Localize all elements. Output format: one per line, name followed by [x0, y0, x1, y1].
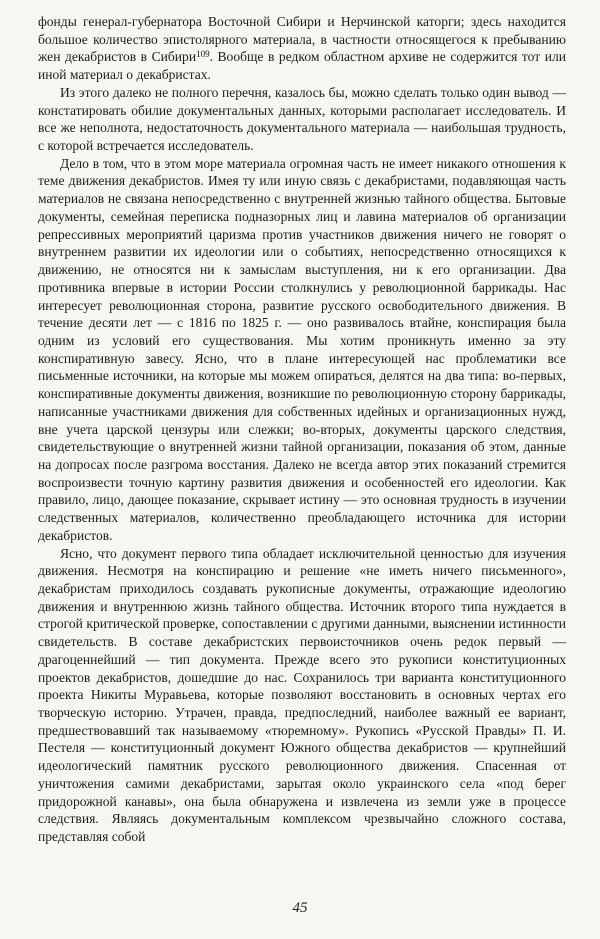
paragraph-continued	[38, 13, 566, 84]
paragraph-text-after-footnote: . Вообще в редком областном архиве не содержится тот или иной материал о декабристах.	[38, 49, 566, 83]
paragraph: Из этого далеко не полного перечня, казалось бы, можно сделать только один вывод — констатировать обилие документальных данных, которыми располагает исследователь. И все же неполнота, недостаточность документального материала — наибольшая трудность, с которой встречается исследователь.	[38, 84, 566, 154]
paragraph: Дело в том, что в этом море материала огромная часть не имеет никакого отношения к теме движения декабристов. Имея ту или иную связь с декабристами, подавляющая часть материалов не связана непосредственно с внутренней жизнью тайного общества. Бытовые документы, семейная переписка подназорных лиц и лавина материалов об организации репрессивных мероприятий царизма против участников движения ничего не говорят о внутреннем развитии их идеологии или о событиях, непосредственно относящихся к движению, не относятся ни к замыслам выступления, ни к его организации. Два противника впервые в истории России столкнулись у революционной баррикады. Нас интересует революционная сторона, развитие русского освободительного движения. В течение десяти лет — с 1816 по 1825 г. — оно развивалось втайне, конспирация была одним из условий его существования. Мы хотим проникнуть именно за эту конспиративную завесу. Ясно, что в плане интересующей нас проблематики все письменные источники, на которые мы можем опираться, делятся на два типа: во-первых, конспиративные документы движения, возникшие по революционную сторону баррикады, написанные участниками движения для собственных идейных и организационных нужд, вне учета царской цензуры или слежки; во-вторых, документы царского следствия, свидетельствующие о внутренней жизни тайной организации, показания об этом, данные на допросах после разгрома восстания. Далеко не всегда автор этих показаний стремится воспроизвести точную картину развития движения и особенностей его идеологии. Как правило, лицо, дающее показание, скрывает истину — это основная трудность в изучении следственных материалов, количественно преобладающего источника для истории декабристов.	[38, 155, 566, 543]
footnote-marker: 109	[196, 49, 210, 60]
paragraph-text-before-footnote: фонды генерал-губернатора Восточной Сибири и Нерчинской каторги; здесь находится большое количество эпистолярного материала, в частности относящегося к пребыванию жен декабристов в Сибири	[38, 14, 566, 65]
page-number: 45	[292, 900, 308, 916]
paragraph: Ясно, что документ первого типа обладает исключительной ценностью для изучения движения. Несмотря на конспирацию и решение «не иметь ничего письменного», декабристам приходилось создавать рукописные документы, отражающие идеологию движения и внутреннюю жизнь тайного общества. Источник второго типа нуждается в строгой критической проверке, сопоставлении с другими данными, выяснении истинности свидетельств. В составе декабристских первоисточников очень редок первый — драгоценнейший — тип документа. Прежде всего это рукописи конституционных проектов декабристов, дошедшие до нас. Сохранилось три варианта конституционного проекта Никиты Муравьева, которые позволяют восстановить в основных чертах его творческую историю. Утрачен, правда, предпоследний, наиболее важный ее вариант, предшествовавший так называемому «тюремному». Рукопись «Русской Правды» П. И. Пестеля — конституционный документ Южного общества декабристов — крупнейший идеологический памятник русского революционного движения. Спасенная от уничтожения самими декабристами, зарытая около украинского села «под берег придорожной канавы», она была обнаружена и извлечена из земли уже в процессе следствия. Являясь документальным комплексом чрезвычайно сложного состава, представляя собой	[38, 545, 566, 845]
